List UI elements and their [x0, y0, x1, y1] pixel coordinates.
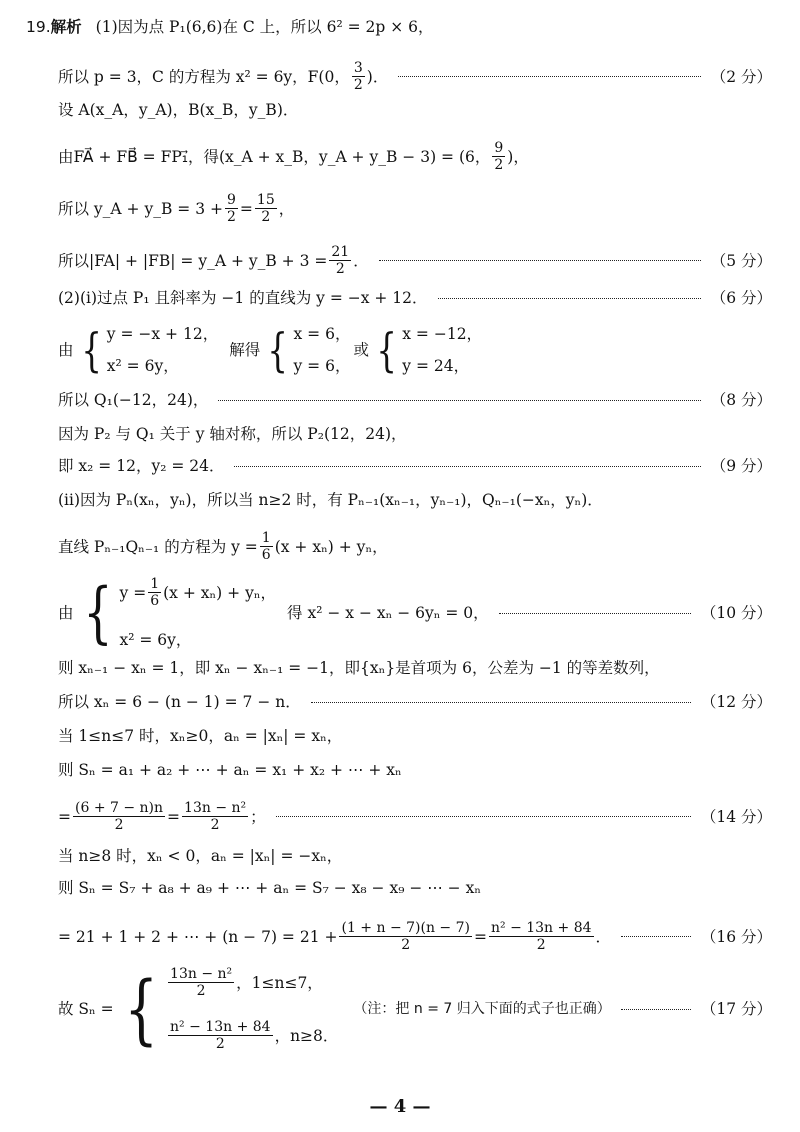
denominator: 2: [215, 1036, 225, 1052]
fraction: [73, 800, 165, 833]
solution-line-8: [58, 322, 772, 378]
line-18-text: 则 Sₙ = a₁ + a₂ + ⋯ + aₙ = x₁ + x₂ + ⋯ + xₙ: [58, 761, 402, 779]
denominator: 6: [150, 593, 160, 609]
equals-sign: =: [58, 807, 71, 826]
numerator: 9: [226, 192, 236, 208]
denominator: 2: [210, 817, 220, 833]
equals-sign: =: [167, 807, 181, 826]
dot-leader: [398, 76, 700, 77]
equation-system: [77, 324, 219, 376]
score-label: （17 分）: [700, 1000, 772, 1018]
line-13-tail: (x + xₙ) + yₙ，: [274, 537, 388, 556]
dot-leader: [621, 936, 691, 937]
line-17-text: 当 1≤n≤7 时，xₙ≥0，aₙ = |xₙ| = xₙ，: [58, 727, 343, 745]
system-row: y = 6，: [293, 357, 351, 375]
piecewise-function: [117, 966, 339, 1052]
piecewise-rows: [166, 966, 338, 1052]
line-10-text: 因为 P₂ 与 Q₁ 关于 y 轴对称，所以 P₂(12，24)，: [58, 425, 407, 443]
you-word: 由: [58, 604, 74, 622]
line-12-text: (ⅱ)因为 Pₙ(xₙ，yₙ)，所以当 n≥2 时，有 Pₙ₋₁(xₙ₋₁，yₙ₋₁)，Qₙ₋₁(−xₙ，yₙ)．: [58, 491, 603, 509]
score-label: （8 分）: [710, 391, 772, 409]
line-4-text: 由FA⃗ + FB⃗ = FP₁⃗，得(x_A + x_B，y_A + y_B − 3) = (6，: [58, 147, 491, 166]
line-13-text: 直线 Pₙ₋₁Qₙ₋₁ 的方程为 y =: [58, 537, 258, 556]
piece-condition: ，1≤n≤7，: [236, 973, 323, 992]
fraction: [489, 920, 594, 953]
solution-line-3: [58, 100, 772, 120]
system-row: y = 24，: [402, 357, 470, 375]
dot-leader: [438, 298, 701, 299]
fraction: [255, 192, 277, 225]
numerator: n² − 13n + 84: [490, 920, 592, 936]
solve-word: 解得: [229, 341, 261, 359]
system-row: x² = 6y，: [119, 631, 192, 649]
line-14-text: 得 x² − x − xₙ − 6yₙ = 0，: [287, 604, 489, 622]
system-rows: [120, 576, 277, 650]
denominator: 2: [335, 261, 345, 277]
fraction: [225, 192, 238, 225]
numerator: 13n − n²: [184, 800, 247, 816]
dot-leader: [621, 1009, 691, 1010]
line-16-text: 所以 xₙ = 6 − (n − 1) = 7 − n．: [58, 693, 301, 711]
or-word: 或: [353, 341, 369, 359]
system-row: x² = 6y，: [106, 357, 179, 375]
fraction: [260, 530, 273, 563]
system-rows: [107, 324, 218, 376]
denominator: 6: [261, 547, 271, 563]
solution-line-2: [58, 60, 772, 93]
note-text: （注：把 n = 7 归入下面的式子也正确）: [353, 1001, 611, 1017]
solution-line-21: [58, 878, 772, 898]
numerator: (6 + 7 − n)n: [75, 800, 164, 816]
system-row: [120, 576, 277, 609]
row-tail: (x + xₙ) + yₙ，: [163, 583, 277, 602]
fraction: [182, 800, 248, 833]
left-brace: {: [80, 323, 102, 377]
line-21-text: 则 Sₙ = S₇ + a₈ + a₉ + ⋯ + aₙ = S₇ − x₈ − x₉ − ⋯ − xₙ: [58, 879, 482, 897]
dot-leader: [379, 260, 701, 261]
numerator: (1 + n − 7)(n − 7): [341, 920, 470, 936]
numerator: 3: [353, 60, 363, 76]
line-20-text: 当 n≥8 时，xₙ < 0，aₙ = |xₙ| = −xₙ，: [58, 847, 343, 865]
fraction: [329, 244, 351, 277]
numerator: 1: [150, 576, 160, 592]
solution-line-7: [58, 288, 772, 308]
numerator: 13n − n²: [170, 966, 233, 982]
solution-line-10: [58, 424, 772, 444]
line-5-tail: ，: [278, 199, 295, 218]
solution-line-15: [58, 658, 772, 678]
left-brace: {: [376, 323, 397, 377]
line-6-text: 所以|FA| + |FB| = y_A + y_B + 3 =: [58, 251, 328, 270]
line-15-text: 则 xₙ₋₁ − xₙ = 1，即 xₙ − xₙ₋₁ = −1，即{xₙ}是首项为 6，公差为 −1 的等差数列，: [58, 659, 660, 677]
solution-line-5: [58, 192, 772, 225]
system-row: x = −12，: [402, 325, 483, 343]
score-label: （12 分）: [700, 693, 772, 711]
dot-leader: [218, 400, 700, 401]
solution-line-19: [58, 800, 772, 833]
numerator: 1: [261, 530, 271, 546]
left-brace: {: [82, 574, 113, 651]
score-label: （10 分）: [700, 604, 772, 622]
fraction: [168, 1019, 273, 1052]
question-number: 19.: [26, 18, 51, 36]
solution-line-11: [58, 456, 772, 476]
solution-line-18: [58, 760, 772, 780]
solution-title: 解析: [50, 18, 82, 36]
system-row: x = 6，: [293, 325, 351, 343]
line-22-text: = 21 + 1 + 2 + ⋯ + (n − 7) = 21 +: [58, 927, 338, 946]
numerator: 9: [494, 140, 504, 156]
piecewise-row: [166, 1019, 338, 1052]
line-6-tail: ．: [353, 251, 369, 270]
denominator: 2: [196, 983, 206, 999]
score-label: （6 分）: [710, 289, 772, 307]
solution-line-1: [26, 17, 772, 37]
score-label: （9 分）: [710, 457, 772, 475]
denominator: 2: [401, 937, 411, 953]
fraction: [168, 966, 234, 999]
line-3-text: 设 A(x_A，y_A)，B(x_B，y_B)．: [58, 101, 299, 119]
line-22-tail: ．: [595, 927, 612, 946]
line-4-tail: )，: [507, 147, 529, 166]
page-number: — 4 —: [369, 1096, 431, 1117]
solution-line-4: [58, 140, 772, 173]
denominator: 2: [114, 817, 124, 833]
solution-system-2: [372, 324, 482, 376]
solution-line-20: [58, 846, 772, 866]
system-row: y = −x + 12，: [106, 325, 219, 343]
denominator: 2: [536, 937, 546, 953]
dot-leader: [499, 613, 691, 614]
fraction: [148, 576, 161, 609]
numerator: 21: [331, 244, 350, 260]
system-rows: [294, 324, 351, 376]
numerator: n² − 13n + 84: [170, 1019, 271, 1035]
line-2-tail: )．: [366, 67, 389, 86]
score-label: （5 分）: [710, 251, 772, 270]
score-label: （16 分）: [700, 927, 772, 946]
solution-line-17: [58, 726, 772, 746]
line-19-tail: ；: [250, 807, 266, 826]
score-label: （2 分）: [710, 67, 772, 86]
denominator: 2: [353, 77, 363, 93]
piece-condition: ，n≥8．: [274, 1026, 339, 1045]
dot-leader: [311, 702, 691, 703]
solution-line-13: [58, 530, 772, 563]
denominator: 2: [494, 157, 504, 173]
dot-leader: [234, 466, 700, 467]
row-lead: y =: [119, 583, 147, 602]
left-brace: {: [267, 323, 289, 377]
numerator: 15: [256, 192, 275, 208]
you-word: 由: [58, 341, 74, 359]
solution-line-23: [58, 962, 772, 1056]
conclusion-lead: 故 Sₙ =: [58, 1000, 114, 1018]
solution-line-14: [58, 574, 772, 652]
fraction: [492, 140, 505, 173]
equation-system: [77, 576, 277, 650]
equals-sign: =: [473, 927, 487, 946]
solution-line-9: [58, 390, 772, 410]
solution-line-22: [58, 920, 772, 953]
denominator: 2: [261, 209, 271, 225]
solution-line-12: [58, 490, 772, 510]
solution-system-1: [263, 324, 350, 376]
solution-line-16: [58, 692, 772, 712]
score-label: （14 分）: [700, 807, 772, 826]
line-2-text: 所以 p = 3，C 的方程为 x² = 6y，F(0，: [58, 67, 350, 86]
fraction: [352, 60, 365, 93]
solution-line-6: [58, 244, 772, 277]
left-brace: {: [123, 964, 158, 1053]
line-9-text: 所以 Q₁(−12，24)，: [58, 391, 209, 409]
system-rows: [402, 324, 482, 376]
denominator: 2: [226, 209, 236, 225]
line-11-text: 即 x₂ = 12，y₂ = 24．: [58, 457, 225, 475]
dot-leader: [276, 816, 691, 817]
piecewise-row: [166, 966, 338, 999]
line-1-text: (1)因为点 P₁(6,6)在 C 上，所以 6² = 2p × 6，: [95, 18, 434, 36]
line-7-text: (2)(ⅰ)过点 P₁ 且斜率为 −1 的直线为 y = −x + 12．: [58, 289, 428, 307]
line-5-text: 所以 y_A + y_B = 3 +: [58, 199, 223, 218]
fraction: [339, 920, 472, 953]
equals-sign: =: [239, 199, 253, 218]
